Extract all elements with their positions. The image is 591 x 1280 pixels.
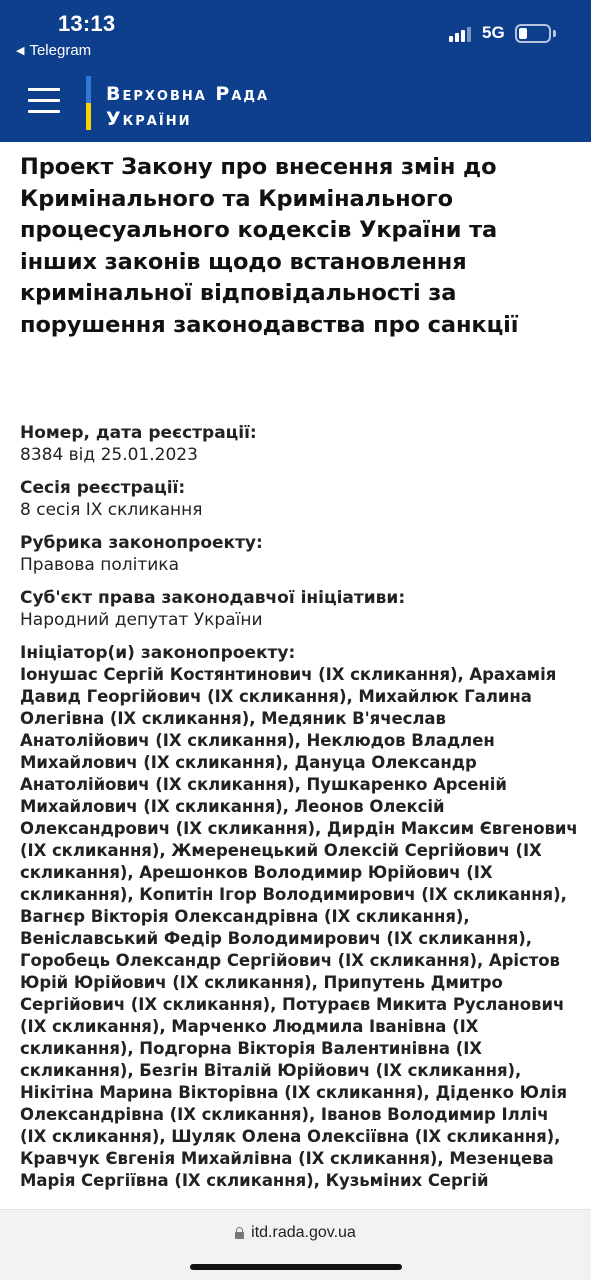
status-time: 13:13 (58, 11, 116, 36)
field-registration-number (20, 422, 580, 466)
field-initiators (20, 642, 580, 1192)
logo-line-2: України (106, 108, 192, 130)
page-title: Проект Закону про внесення змін до Кримінального та Кримінального процесуального кодексів України та інших законів щодо встановлення кримінальної відповідальності за порушення законодавства про санкції (20, 154, 519, 338)
browser-bottom-bar (0, 1209, 591, 1280)
field-value: 8 сесія IX скликання (20, 500, 203, 520)
address-bar[interactable] (0, 1224, 591, 1242)
field-label: Ініціатор(и) законопроекту: (20, 643, 296, 663)
field-subject (20, 587, 580, 631)
battery-tip (553, 30, 556, 37)
field-rubric (20, 532, 580, 576)
site-header (0, 62, 591, 142)
field-value: Народний депутат України (20, 610, 263, 630)
hamburger-menu-icon[interactable] (28, 86, 60, 116)
field-value: Правова політика (20, 555, 179, 575)
logo-line-1: Верховна Рада (106, 83, 270, 105)
battery-level (519, 28, 527, 39)
network-type: 5G (482, 23, 505, 42)
field-label: Сесія реєстрації: (20, 478, 186, 498)
initiators-list: Іонушас Сергій Костянтинович (IX скликання), Арахамія Давид Георгійович (IX скликання), Михайлюк Галина Олегівна (IX скликання), Медяник В'ячеслав Анатолійович (IX скликання), Неклюдов Владлен Михайлович (IX скликання), Дануца Олександр Анатолійович (IX скликання), Пушкаренко Арсеній Михайлович (IX скликання), Леонов Олексій Олександрович (IX скликання), Дирдін Максим Євгенович (IX скликання), Жмеренецький Олексій Сергійович (IX скликання), Арешонков Володимир Юрійович (IX скликання), Копитін Ігор Володимирович (IX скликання), Вагнєр Вікторія Олександрівна (IX скликання), Веніславський Федір Володимирович (IX скликання), Горобець Олександр Сергійович (IX скликання), Арістов Юрій Юрійович (IX скликання), Припутень Дмитро Сергійович (IX скликання), Потураєв Микита Русланович (IX скликання), Марченко Людмила Іванівна (IX скликання), Подгорна Вікторія Валентинівна (IX скликання), Безгін Віталій Юрійович (IX скликання), Нікітіна Марина Вікторівна (IX скликання), Діденко Юлія Олександрівна (IX скликання), Іванов Володимир Ілліч (IX скликання), Шуляк Олена Олексіївна (IX скликання), Кравчук Євгенія Михайлівна (IX скликання), Мезенцева Марія Сергіївна (IX скликання), Кузьміних Сергій (20, 665, 578, 1190)
field-label: Номер, дата реєстрації: (20, 423, 257, 443)
status-bar (0, 0, 591, 62)
lock-icon (235, 1227, 244, 1239)
field-value: 8384 від 25.01.2023 (20, 445, 198, 465)
back-app-label: Telegram (29, 42, 92, 59)
back-to-app-button[interactable] (16, 42, 91, 59)
home-indicator[interactable] (190, 1264, 402, 1270)
field-session (20, 477, 580, 521)
main-content (20, 152, 578, 1190)
site-logo[interactable] (106, 82, 269, 132)
battery-icon (515, 24, 551, 43)
field-label: Рубрика законопроекту: (20, 533, 263, 553)
back-arrow-icon: ◀ (16, 45, 25, 57)
url-text: itd.rada.gov.ua (251, 1224, 356, 1241)
ukraine-flag-stripe (86, 76, 91, 130)
field-label: Суб'єкт права законодавчої ініціативи: (20, 588, 406, 608)
cellular-signal-icon (449, 26, 473, 42)
bill-details (20, 422, 580, 1203)
